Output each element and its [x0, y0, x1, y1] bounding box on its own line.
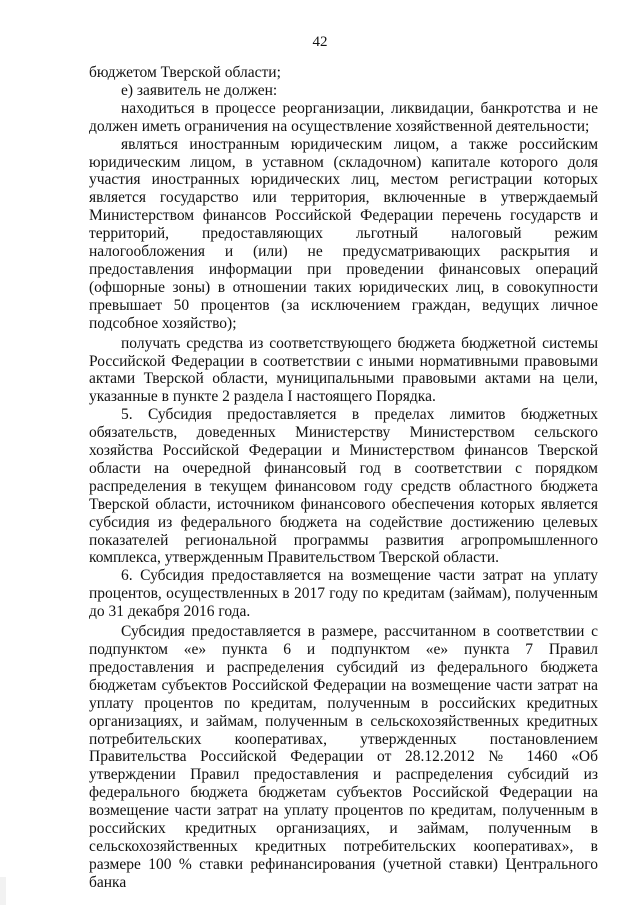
paragraph-item-e: е) заявитель не должен: [121, 81, 278, 99]
paragraph-other-funds: получать средства из соответствующего бюджета бюджетной системы Российской Федерации в соответствии с иными нормативными правовыми актами Тверской области, муниципальными правовыми актами на цели, указанные в пункте 2 раздела I настоящего Порядка. [89, 334, 598, 406]
paragraph-budget-continuation: бюджетом Тверской области; [89, 64, 281, 81]
scan-edge-mark [0, 877, 6, 905]
paragraph-reorganization: находиться в процессе реорганизации, ликвидации, банкротства и не должен иметь ограничения на осуществление хозяйственной деятельности; [89, 99, 598, 135]
paragraph-subsidy-amount: Субсидия предоставляется в размере, рассчитанном в соответствии с подпунктом «е» пункта 6 и подпунктом «е» пункта 7 Правил предоставления и распределения субсидий из федерального бюджета бюджетам субъектов Российской Федерации на возмещение части затрат на уплату процентов по кредитам, полученным в российских кредитных организациях, и займам, полученным в сельскохозяйственных кредитных потребительских кооперативах, утвержденных постановлением Правительства Российской Федерации от 28.12.2012 № 1460 «Об утверждении Правил предоставления и распределения субсидий из федерального бюджета бюджетам субъектов Российской Федерации на возмещение части затрат на уплату процентов по кредитам, полученным в российских кредитных организациях, и займам, полученным в сельскохозяйственных кредитных потребительских кооперативах», в размере 100 % ставки рефинансирования (учетной ставки) Центрального банка [89, 623, 598, 891]
paragraph-clause-5: 5. Субсидия предоставляется в пределах лимитов бюджетных обязательств, доведенных Министерству Министерством сельского хозяйства Российской Федерации и Министерством финансов Тверской области на очередной финансовый год в соответствии с порядком распределения в текущем финансовом году средств областного бюджета Тверской области, источником финансового обеспечения которых является субсидия из федерального бюджета на содействие достижению целевых показателей региональной программы развития агропромышленного комплекса, утвержденным Правительством Тверской области. [89, 406, 598, 567]
page-number: 42 [312, 34, 328, 50]
paragraph-foreign-entity: являться иностранным юридическим лицом, а также российским юридическим лицом, в уставном (складочном) капитале которого доля участия иностранных юридических лиц, местом регистрации которых является государство или территория, включенные в утверждаемый Министерством финансов Российской Федерации перечень государств и территорий, предоставляющих льготный налоговый режим налогообложения и (или) не предусматривающих раскрытия и предоставления информации при проведении финансовых операций (офшорные зоны) в отношении таких юридических лиц, в совокупности превышает 50 процентов (за исключением граждан, ведущих личное подсобное хозяйство); [89, 135, 598, 332]
document-body [89, 64, 598, 892]
paragraph-clause-6: 6. Субсидия предоставляется на возмещение части затрат на уплату процентов, осуществленных в 2017 году по кредитам (займам), полученным до 31 декабря 2016 года. [89, 567, 598, 621]
